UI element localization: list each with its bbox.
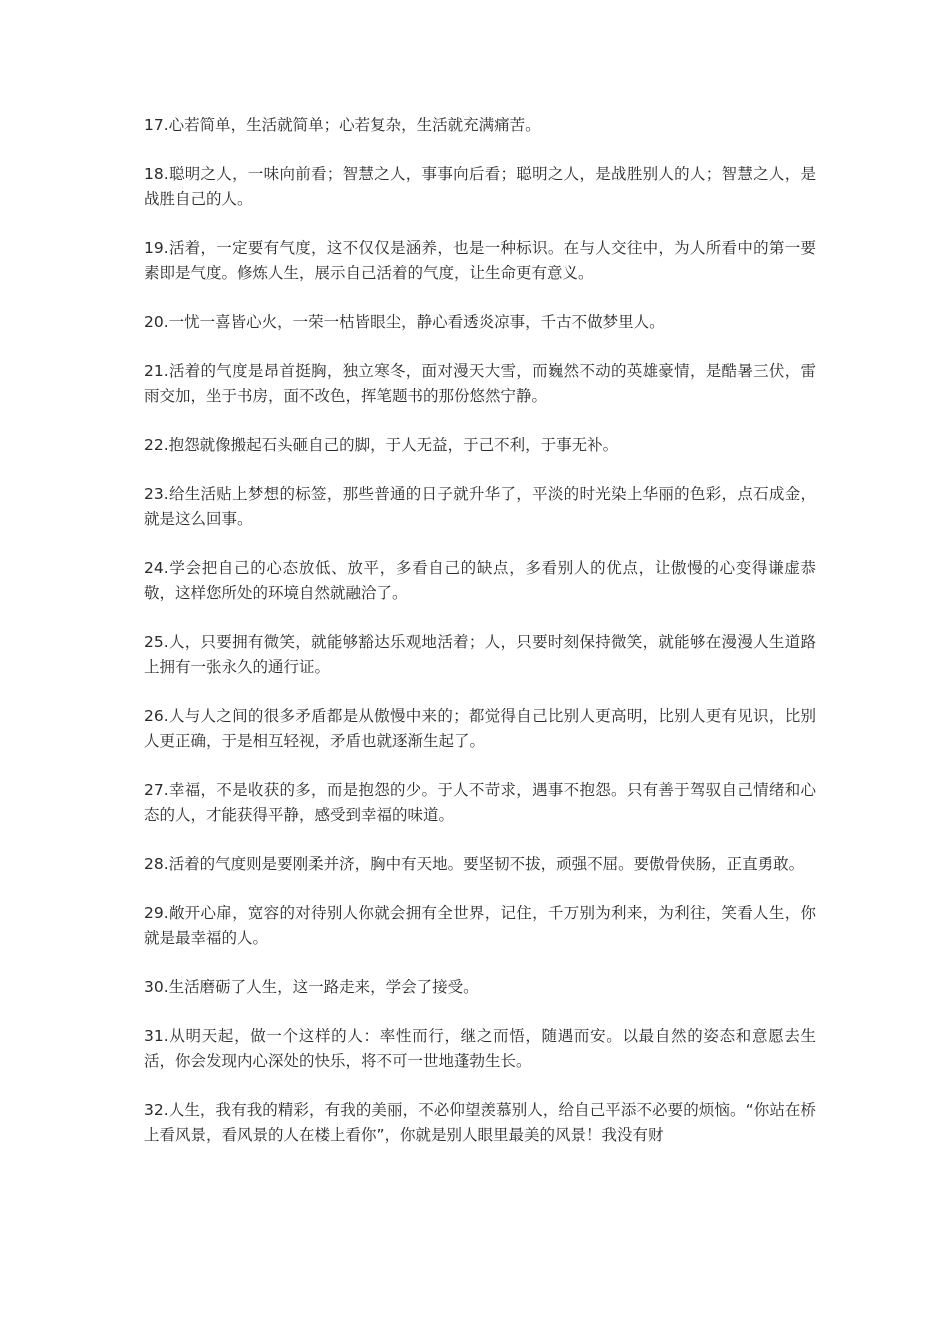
quote-paragraph-26: 26.人与人之间的很多矛盾都是从傲慢中来的；都觉得自己比别人更高明，比别人更有见识，比别人更正确，于是相互轻视，矛盾也就逐渐生起了。: [144, 707, 816, 750]
quote-paragraph-20: 20.一忧一喜皆心火，一荣一枯皆眼尘，静心看透炎凉事，千古不做梦里人。: [144, 313, 665, 331]
quote-paragraph-19: 19.活着，一定要有气度，这不仅仅是涵养，也是一种标识。在与人交往中，为人所看中的第一要素即是气度。修炼人生，展示自己活着的气度，让生命更有意义。: [144, 239, 816, 282]
quote-paragraph-25: 25.人，只要拥有微笑，就能够豁达乐观地活着；人，只要时刻保持微笑，就能够在漫漫人生道路上拥有一张永久的通行证。: [144, 633, 816, 676]
quote-paragraph-32: 32.人生，我有我的精彩，有我的美丽，不必仰望羡慕别人，给自己平添不必要的烦恼。“你站在桥上看风景，看风景的人在楼上看你”，你就是别人眼里最美的风景！我没有财: [144, 1101, 816, 1144]
quote-paragraph-30: 30.生活磨砺了人生，这一路走来，学会了接受。: [144, 978, 479, 996]
document-page: [144, 113, 816, 1172]
quote-paragraph-29: 29.敞开心扉，宽容的对待别人你就会拥有全世界，记住，千万别为利来，为利往，笑看人生，你就是最幸福的人。: [144, 904, 816, 947]
quote-paragraph-18: 18.聪明之人，一味向前看；智慧之人，事事向后看；聪明之人，是战胜别人的人；智慧之人，是战胜自己的人。: [144, 165, 816, 208]
quote-paragraph-21: 21.活着的气度是昂首挺胸，独立寒冬，面对漫天大雪，而巍然不动的英雄豪情，是酷暑三伏，雷雨交加，坐于书房，面不改色，挥笔题书的那份悠然宁静。: [144, 362, 816, 405]
quote-paragraph-17: 17.心若简单，生活就简单；心若复杂，生活就充满痛苦。: [144, 116, 541, 134]
quote-paragraph-28: 28.活着的气度则是要刚柔并济，胸中有天地。要坚韧不拔，顽强不屈。要傲骨侠肠，正直勇敢。: [144, 855, 805, 873]
quote-paragraph-22: 22.抱怨就像搬起石头砸自己的脚，于人无益，于己不利，于事无补。: [144, 436, 619, 454]
quote-paragraph-23: 23.给生活贴上梦想的标签，那些普通的日子就升华了，平淡的时光染上华丽的色彩，点石成金，就是这么回事。: [144, 485, 816, 528]
quote-paragraph-24: 24.学会把自己的心态放低、放平，多看自己的缺点，多看别人的优点，让傲慢的心变得谦虚恭敬，这样您所处的环境自然就融洽了。: [144, 559, 816, 602]
quote-paragraph-31: 31.从明天起，做一个这样的人：率性而行，继之而悟，随遇而安。以最自然的姿态和意愿去生活，你会发现内心深处的快乐，将不可一世地蓬勃生长。: [144, 1027, 816, 1070]
quote-paragraph-27: 27.幸福，不是收获的多，而是抱怨的少。于人不苛求，遇事不抱怨。只有善于驾驭自己情绪和心态的人，才能获得平静，感受到幸福的味道。: [144, 781, 816, 824]
